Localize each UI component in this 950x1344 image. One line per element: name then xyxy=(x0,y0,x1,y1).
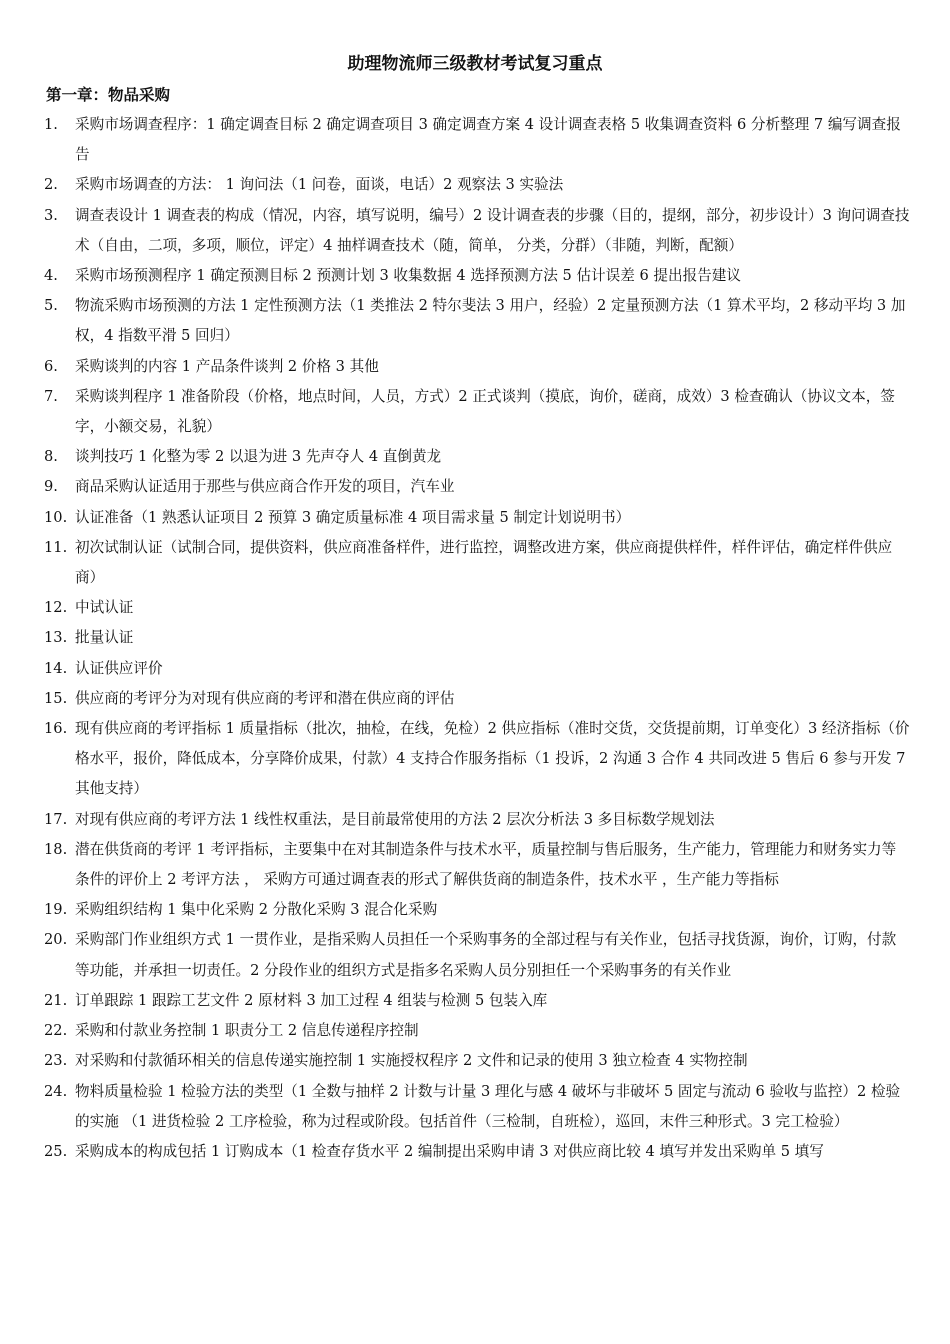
list-item xyxy=(0,925,950,985)
list-item xyxy=(0,1046,950,1076)
list-item-number: 20. xyxy=(44,931,68,949)
list-item-number: 7. xyxy=(44,387,58,405)
list-item-number: 18. xyxy=(44,840,68,858)
list-item-text: 供应商的考评分为对现有供应商的考评和潜在供应商的评估 xyxy=(75,689,455,707)
list-item-number: 10. xyxy=(44,508,68,526)
list-item-text: 采购成本的构成包括 1 订购成本（1 检查存货水平 2 编制提出采购申请 3 对供应商比较 4 填写并发出采购单 5 填写 xyxy=(75,1142,824,1160)
list-item xyxy=(0,986,950,1016)
list-item-number: 22. xyxy=(44,1022,68,1040)
list-item-text: 订单跟踪 1 跟踪工艺文件 2 原材料 3 加工过程 4 组装与检测 5 包装入库 xyxy=(75,991,548,1009)
list-item-text: 物流采购市场预测的方法 1 定性预测方法（1 类推法 2 特尔斐法 3 用户，经验）2 定量预测方法（1 算术平均，2 移动平均 3 加权，4 指数平滑 5 回归） xyxy=(75,297,906,345)
list-item xyxy=(0,684,950,714)
list-item xyxy=(0,593,950,623)
list-item xyxy=(0,714,950,805)
list-item-number: 13. xyxy=(44,629,68,647)
list-item xyxy=(0,291,950,351)
list-item-number: 12. xyxy=(44,599,68,617)
list-item-number: 4. xyxy=(44,267,58,285)
list-item xyxy=(0,533,950,593)
list-item-text: 对采购和付款循环相关的信息传递实施控制 1 实施授权程序 2 文件和记录的使用 3 独立检查 4 实物控制 xyxy=(75,1052,748,1070)
list-item-number: 24. xyxy=(44,1082,68,1100)
list-item-number: 5. xyxy=(44,297,58,315)
list-item xyxy=(0,623,950,653)
list-item-text: 谈判技巧 1 化整为零 2 以退为进 3 先声夺人 4 直倒黄龙 xyxy=(75,448,442,466)
list-item xyxy=(0,654,950,684)
review-points-list xyxy=(0,110,950,1167)
list-item-text: 采购部门作业组织方式 1 一贯作业，是指采购人员担任一个采购事务的全部过程与有关作业，包括寻找货源，询价，订购，付款等功能，并承担一切责任。2 分段作业的组织方式是指多名采购人员分别担任一个采购事务的有关作业 xyxy=(75,931,897,979)
list-item xyxy=(0,1137,950,1167)
list-item-number: 23. xyxy=(44,1052,68,1070)
list-item-number: 6. xyxy=(44,357,58,375)
list-item xyxy=(0,261,950,291)
list-item-text: 批量认证 xyxy=(75,629,134,647)
list-item-text: 采购和付款业务控制 1 职责分工 2 信息传递程序控制 xyxy=(75,1022,419,1040)
list-item-text: 现有供应商的考评指标 1 质量指标（批次，抽检，在线，免检）2 供应指标（准时交货，交货提前期，订单变化）3 经济指标（价格水平，报价，降低成本，分享降价成果，付款）4 支持合作服务指标（1 投诉，2 沟通 3 合作 4 共同改进 5 售后 6 参与开发 7 其他支持） xyxy=(75,720,910,798)
list-item-number: 25. xyxy=(44,1142,68,1160)
list-item-text: 商品采购认证适用于那些与供应商合作开发的项目，汽车业 xyxy=(75,478,455,496)
list-item-number: 11. xyxy=(44,538,68,556)
list-item xyxy=(0,1016,950,1046)
list-item-text: 采购组织结构 1 集中化采购 2 分散化采购 3 混合化采购 xyxy=(75,901,438,919)
list-item-text: 对现有供应商的考评方法 1 线性权重法，是目前最常使用的方法 2 层次分析法 3 多目标数学规划法 xyxy=(75,810,715,828)
list-item xyxy=(0,442,950,472)
list-item xyxy=(0,805,950,835)
list-item-text: 潜在供货商的考评 1 考评指标，主要集中在对其制造条件与技术水平，质量控制与售后服务，生产能力，管理能力和财务实力等条件的评价上 2 考评方法 ， 采购方可通过调查表的形式了解供货商的制造条件，技术水平 ，生产能力等指标 xyxy=(75,840,897,889)
list-item xyxy=(0,110,950,170)
list-item-text: 采购市场调查程序：1 确定调查目标 2 确定调查项目 3 确定调查方案 4 设计调查表格 5 收集调查资料 6 分析整理 7 编写调查报告 xyxy=(75,116,901,164)
list-item-text: 物料质量检验 1 检验方法的类型（1 全数与抽样 2 计数与计量 3 理化与感 4 破坏与非破坏 5 固定与流动 6 验收与监控）2 检验的实施 （1 进货检验 2 工序检验，称为过程或阶段。包括首件（三检制，自班检），巡回，末件三种形式。3 完工检验） xyxy=(75,1082,901,1130)
list-item-number: 16. xyxy=(44,720,68,738)
chapter-heading: 第一章：物品采购 xyxy=(46,86,171,104)
list-item-number: 2. xyxy=(44,176,58,194)
list-item-number: 15. xyxy=(44,689,68,707)
list-item xyxy=(0,1077,950,1137)
list-item-number: 8. xyxy=(44,448,58,466)
list-item-number: 9. xyxy=(44,478,58,496)
list-item-text: 采购谈判程序 1 准备阶段（价格，地点时间，人员，方式）2 正式谈判（摸底，询价，磋商，成效）3 检查确认（协议文本，签字，小额交易，礼貌） xyxy=(75,387,895,436)
list-item-text: 中试认证 xyxy=(75,599,134,617)
document-title: 助理物流师三级教材考试复习重点 xyxy=(347,54,603,74)
list-item xyxy=(0,895,950,925)
list-item-text: 认证准备（1 熟悉认证项目 2 预算 3 确定质量标准 4 项目需求量 5 制定计划说明书） xyxy=(75,508,631,526)
list-item-text: 采购市场预测程序 1 确定预测目标 2 预测计划 3 收集数据 4 选择预测方法 5 估计误差 6 提出报告建议 xyxy=(75,267,741,285)
list-item-text: 初次试制认证（试制合同，提供资料，供应商准备样件，进行监控，调整改进方案，供应商提供样件，样件评估，确定样件供应商） xyxy=(75,538,893,587)
list-item xyxy=(0,170,950,200)
list-item xyxy=(0,352,950,382)
list-item-number: 17. xyxy=(44,810,68,828)
list-item xyxy=(0,503,950,533)
list-item xyxy=(0,382,950,442)
list-item-text: 采购谈判的内容 1 产品条件谈判 2 价格 3 其他 xyxy=(75,357,379,375)
list-item xyxy=(0,201,950,261)
list-item-number: 14. xyxy=(44,659,68,677)
list-item-number: 3. xyxy=(44,206,58,224)
list-item-number: 1. xyxy=(44,116,58,133)
list-item-number: 21. xyxy=(44,991,68,1009)
list-item-text: 调查表设计 1 调查表的构成（情况，内容，填写说明，编号）2 设计调查表的步骤（目的，提纲，部分，初步设计）3 询问调查技术（自由，二项，多项，顺位，评定）4 抽样调查技术（随，简单， 分类，分群）（非随，判断，配额） xyxy=(75,206,910,254)
list-item-text: 采购市场调查的方法： 1 询问法（1 问卷，面谈，电话）2 观察法 3 实验法 xyxy=(75,176,564,194)
list-item xyxy=(0,472,950,502)
list-item-text: 认证供应评价 xyxy=(75,659,163,677)
list-item-number: 19. xyxy=(44,901,68,919)
list-item xyxy=(0,835,950,895)
